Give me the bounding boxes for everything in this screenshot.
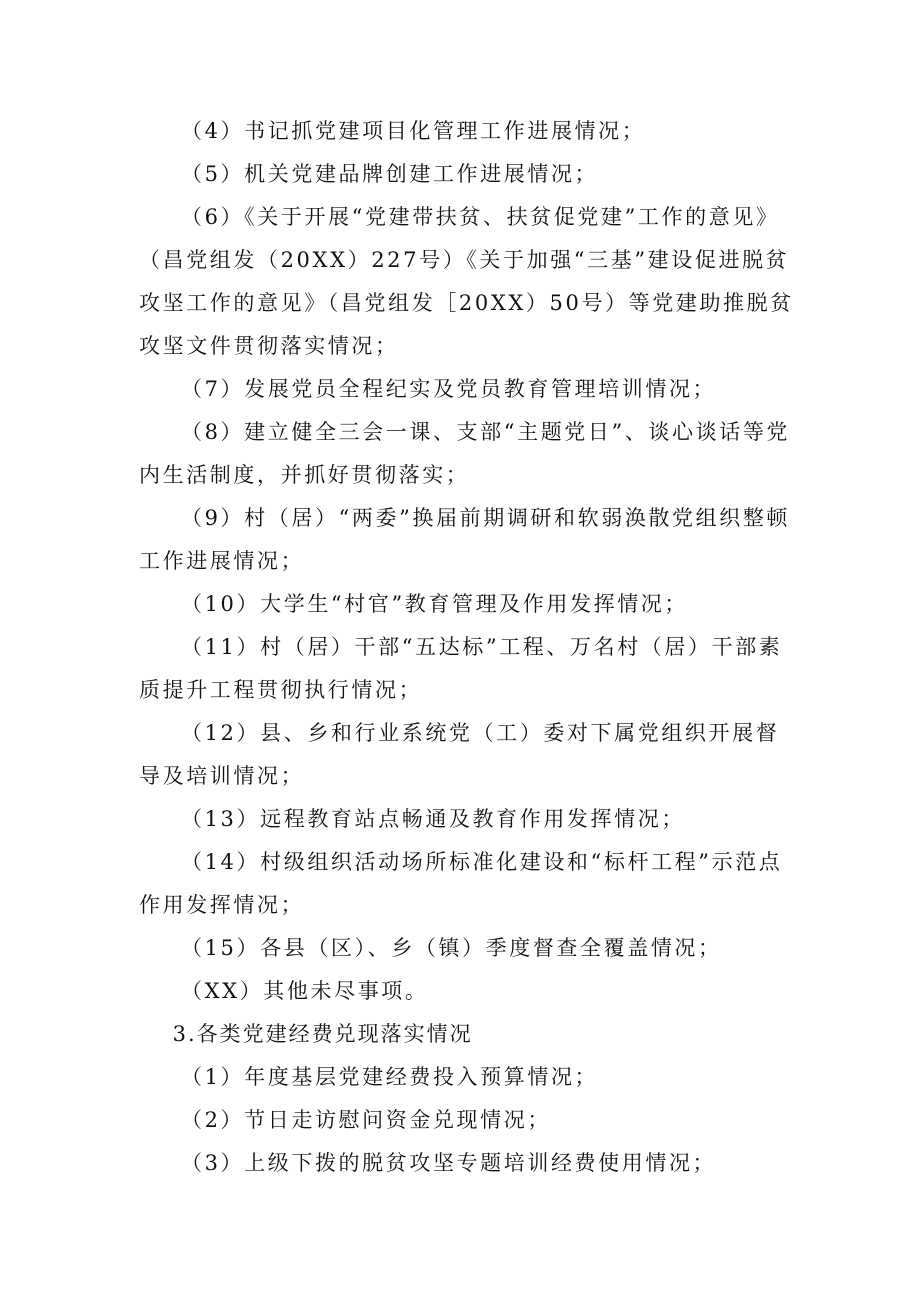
paragraph-item-4: （4）书记抓党建项目化管理工作进展情况； xyxy=(181,119,646,143)
paragraph-item-other: （XX）其他未尽事项。 xyxy=(181,979,429,1003)
paragraph-item-15: （15）各县（区）、乡（镇）季度督查全覆盖情况； xyxy=(181,936,722,960)
paragraph-item-5: （5）机关党建品牌创建工作进展情况； xyxy=(181,162,599,186)
paragraph-item-8: （8）建立健全三会一课、支部“主题党日”、谈心谈话等党内生活制度，并抓好贯彻落实； xyxy=(139,420,791,487)
paragraph-item-6: （6）《关于开展“党建带扶贫、扶贫促党建”工作的意见》（昌党组发（20XX）227号）《关于加强“三基”建设促进脱贫攻坚工作的意见》（昌党组发［20XX）50号）等党建助推脱贫攻坚文件贯彻落实情况； xyxy=(139,205,794,358)
paragraph-item-9: （9）村（居）“两委”换届前期调研和软弱涣散党组织整顿工作进展情况； xyxy=(139,506,791,573)
document-body xyxy=(139,110,799,1185)
paragraph-item-11: （11）村（居）干部“五达标”工程、万名村（居）干部素质提升工程贯彻执行情况； xyxy=(139,635,783,702)
paragraph-item-14: （14）村级组织活动场所标准化建设和“标杆工程”示范点作用发挥情况； xyxy=(139,850,783,917)
paragraph-item-7: （7）发展党员全程纪实及党员教育管理培训情况； xyxy=(181,377,717,401)
section-paragraph-1: （1）年度基层党建经费投入预算情况； xyxy=(181,1065,599,1089)
section-paragraph-2: （2）节日走访慰问资金兑现情况； xyxy=(181,1108,551,1132)
section-paragraph-3: （3）上级下拨的脱贫攻坚专题培训经费使用情况； xyxy=(181,1151,717,1175)
paragraph-item-10: （10）大学生“村官”教育管理及作用发挥情况； xyxy=(181,592,688,616)
paragraph-item-13: （13）远程教育站点畅通及教育作用发挥情况； xyxy=(181,807,685,831)
section-heading: 3.各类党建经费兑现落实情况 xyxy=(172,1022,473,1046)
paragraph-item-12: （12）县、乡和行业系统党（工）委对下属党组织开展督导及培训情况； xyxy=(139,721,780,788)
